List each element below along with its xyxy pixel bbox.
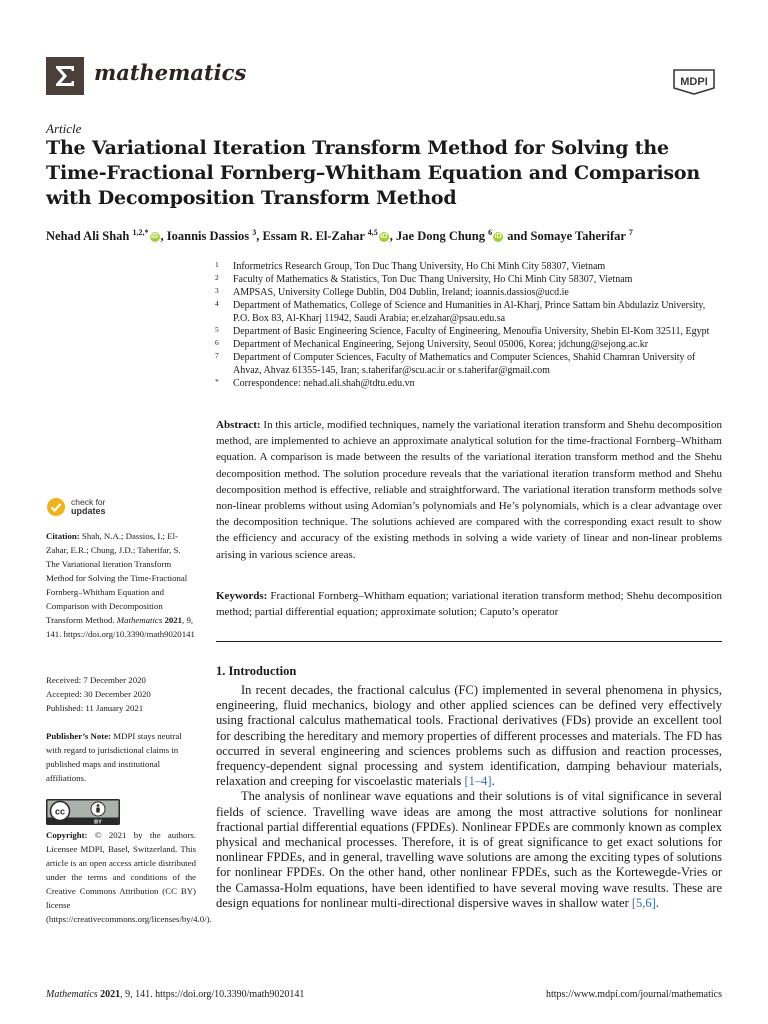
citation-link[interactable]: [5,6] (631, 895, 656, 910)
received-date: Received: 7 December 2020 (46, 675, 146, 685)
citation-label: Citation: (46, 531, 80, 541)
affiliation-text: Informetrics Research Group, Ton Duc Thang University, Ho Chi Minh City 58307, Vietnam (233, 261, 606, 272)
dates-block (46, 673, 196, 715)
author-name[interactable]: Jae Dong Chung (396, 229, 489, 244)
mdpi-logo[interactable] (668, 66, 720, 96)
affiliation-number: 2 (215, 273, 219, 282)
citation-link[interactable]: [1–4] (464, 774, 492, 789)
check-updates-line1: check for (71, 497, 106, 507)
citation-journal: Mathematics (116, 615, 163, 625)
keywords (216, 588, 722, 620)
affiliation-item (212, 273, 722, 286)
check-updates-text (71, 498, 106, 516)
affiliation-text: Correspondence: nehad.ali.shah@tdtu.edu.vn (233, 378, 415, 389)
affiliation-number: 7 (215, 351, 219, 360)
citation-text: Shah, N.A.; Dassios, I.; El-Zahar, E.R.; Chung, J.D.; Taherifar, S. The Variational Iteration Transform Method for Solving the Time-Fractional Fornberg–Whitham Equation and Comparison with Decomposition Transform Method. (46, 531, 188, 625)
abstract-label: Abstract: (216, 419, 261, 431)
paragraph-text: The analysis of nonlinear wave equations and their solutions is of vital significance in several fields of science. Travelling wave ideas are among the most attractive solutions for nonlinear fractional partial differential equations (FPDEs). Nonlinear FPDEs are commonly known as complex physical and mechanical processes. Therefore, it is of great significance to get exact solutions for nonlinear FPDEs, and in general, travelling wave solutions are among the exciting types of solutions for nonlinear FPDEs. On the other hand, other nonlinear FPDEs, such as the Kortewegde-Vries or the Camassa-Holm equations, have been identified to have several moving wave results. These are design equations for nonlinear multi-directional dispersive waves in shallow water (216, 789, 722, 910)
published-date: Published: 11 January 2021 (46, 703, 144, 713)
copyright-text: © 2021 by the authors. Licensee MDPI, Basel, Switzerland. This article is an open access article distributed under the terms and conditions of the Creative Commons Attribution (CC BY) license (https://creativecommons.org/licenses/by/4.0/). (46, 830, 212, 924)
affiliation-number: 3 (215, 286, 219, 295)
affiliation-number: 1 (215, 260, 219, 269)
footer-citation (46, 989, 304, 1000)
footer-doi[interactable]: , 9, 141. https://doi.org/10.3390/math9020141 (120, 989, 305, 1000)
affiliation-text: Department of Mathematics, College of Science and Humanities in Al-Kharj, Prince Sattam bin Abdulaziz University, P.O. Box 83, Al-Kharj 11942, Saudi Arabia; er.elzahar@psau.edu.sa (233, 300, 706, 324)
affiliation-text: AMPSAS, University College Dublin, D04 Dublin, Ireland; ioannis.dassios@ucd.ie (233, 287, 569, 298)
author-affiliation-marker: 3 (252, 228, 257, 237)
abstract (216, 417, 722, 563)
affiliation-item (212, 338, 722, 351)
affiliation-number: 6 (215, 338, 219, 347)
abstract-text: In this article, modified techniques, namely the variational iteration transform and Shehu decomposition method, are implemented to achieve an approximate analytical solution for the time-fractional Fornberg–Whitham equation. A comparison is made between the results of the variational iteration transform method and the Shehu decomposition method. The solution procedure reveals that the variational iteration transform method and Shehu decomposition method is effective, reliable and straightforward. The variational iteration transform methods solve non-linear problems without using Adomian’s polynomials and He’s polynomials, which is a clear advantage over the decomposition technique. The solutions achieved are compared with the corresponding exact result to show the efficiency and accuracy of the existing methods in solving a wide variety of linear and non-linear problems arising in various science areas. (216, 419, 723, 561)
author-affiliation-marker: 4,5 (367, 228, 378, 237)
check-updates-line2: updates (71, 506, 106, 516)
affiliation-number: * (215, 377, 219, 386)
footer-year: 2021 (100, 989, 121, 1000)
orcid-icon[interactable]: iD (151, 233, 158, 241)
author-separator: , (389, 229, 397, 244)
author-affiliation-marker: 6 (488, 228, 493, 237)
affiliation-item (212, 351, 722, 377)
affiliation-number: 5 (215, 325, 219, 334)
cc-by-license-icon[interactable] (46, 799, 120, 825)
copyright-label: Copyright: (46, 830, 88, 840)
affiliation-text: Faculty of Mathematics & Statistics, Ton Duc Thang University, Ho Chi Minh City 58307, Vietnam (233, 274, 633, 285)
check-for-updates[interactable] (46, 497, 106, 517)
author-affiliation-marker: 1,2,* (132, 228, 149, 237)
author-separator: and (504, 229, 531, 244)
orcid-icon[interactable]: iD (494, 233, 502, 241)
affiliation-item (212, 299, 722, 325)
cc-by-label: BY (94, 819, 102, 825)
introduction-body (216, 683, 722, 911)
paragraph-text: In recent decades, the fractional calculus (FC) implemented in several phenomena in physics, engineering, fluid mechanics, biology and other applied sciences can be defined very effectively using fractional calculus mathematical tools. Fractional derivatives (FDs) provide an excellent tool for describing the hereditary and memory properties of different processes and materials. The FD has occurred in several engineering and sciences problems such as diffusion and reaction processes, frequency-dependent signal processing and system identification, damping behaviour materials, relaxation and creeping for viscoelastic materials (216, 683, 722, 789)
cc-label: cc (54, 806, 66, 817)
check-updates-icon (46, 497, 66, 517)
affiliation-item (212, 325, 722, 338)
section-heading-introduction: 1. Introduction (216, 664, 297, 678)
journal-logo (46, 57, 84, 95)
sigma-icon (52, 63, 78, 89)
paragraph (216, 683, 722, 789)
author-name[interactable]: Somaye Taherifar (530, 229, 629, 244)
accepted-date: Accepted: 30 December 2020 (46, 689, 151, 699)
affiliation-item (212, 377, 722, 390)
keywords-label: Keywords: (216, 590, 268, 602)
article-title: The Variational Iteration Transform Method for Solving the Time-Fractional Fornberg–Whitham Equation and Comparison with Decomposition Transform Method (46, 137, 700, 209)
mdpi-logo-text: MDPI (680, 76, 708, 88)
keywords-text: Fractional Fornberg–Whitham equation; variational iteration transform method; Shehu decomposition method; partial differential equation; approximate solution; Caputo’s operator (216, 590, 722, 619)
citation-block (46, 529, 196, 641)
publisher-note-text: MDPI stays neutral with regard to jurisdictional claims in published maps and institutional affiliations. (46, 731, 182, 783)
author-name[interactable]: Nehad Ali Shah (46, 229, 133, 244)
copyright-block (46, 828, 212, 926)
author-name[interactable]: Ioannis Dassios (166, 229, 253, 244)
author-separator: , (256, 229, 263, 244)
paragraph (216, 789, 722, 911)
affiliation-item (212, 260, 722, 273)
footer-journal-url[interactable]: https://www.mdpi.com/journal/mathematics (546, 989, 722, 1000)
affiliation-text: Department of Basic Engineering Science, Faculty of Engineering, Menoufia University, Shebin El-Kom 32511, Egypt (233, 326, 710, 337)
paragraph-end: . (491, 774, 495, 789)
affiliations (212, 260, 722, 390)
article-type: Article (46, 121, 82, 136)
affiliation-text: Department of Computer Sciences, Faculty of Mathematics and Computer Sciences, Shahid Chamran University of Ahvaz, Ahvaz 61355-145, Iran; s.taherifar@scu.ac.ir or s.taherifar@gmail.com (233, 352, 696, 376)
citation-year: 2021 (164, 615, 183, 625)
author-list (46, 228, 726, 244)
publisher-note-label: Publisher’s Note: (46, 731, 112, 741)
journal-name: mathematics (94, 60, 247, 85)
orcid-icon[interactable]: iD (380, 233, 388, 241)
footer-journal: Mathematics (46, 989, 98, 1000)
paragraph-end: . (655, 895, 659, 910)
citation-doi[interactable]: , 9, 141. https://doi.org/10.3390/math9020141 (46, 615, 195, 639)
section-divider (216, 641, 722, 642)
affiliation-item (212, 286, 722, 299)
affiliation-text: Department of Mechanical Engineering, Sejong University, Seoul 05006, Korea; jdchung@sejong.ac.kr (233, 339, 649, 350)
author-separator: , (160, 229, 167, 244)
author-name[interactable]: Essam R. El-Zahar (262, 229, 368, 244)
author-affiliation-marker: 7 (628, 228, 633, 237)
publisher-note (46, 729, 196, 785)
affiliation-number: 4 (215, 299, 219, 308)
